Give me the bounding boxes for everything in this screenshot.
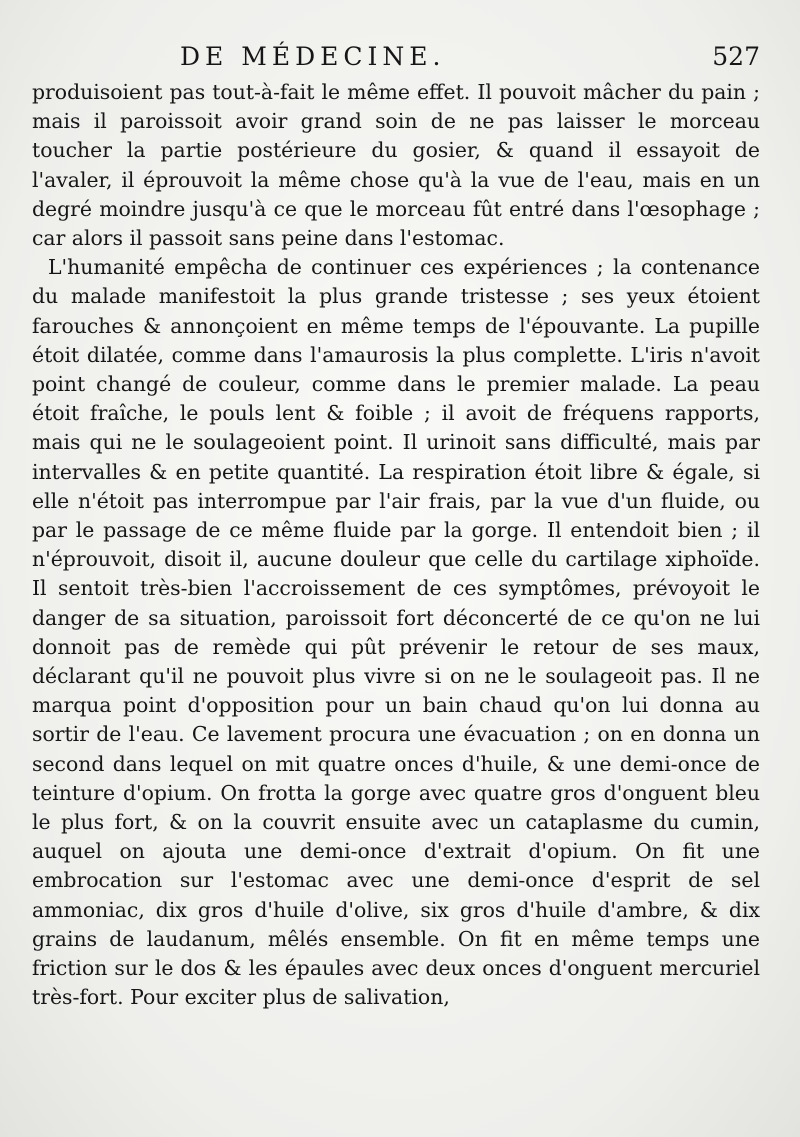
paragraph: L'humanité empêcha de continuer ces expériences ; la contenance du malade manifestoit la plus grande tristesse ; ses yeux étoient farouches & annonçoient en même temps de l'épouvante. La pupille étoit dilatée, comme dans l'amaurosis la plus complette. L'iris n'avoit point changé de couleur, comme dans le premier malade. La peau étoit fraîche, le pouls lent & foible ; il avoit de fréquens rapports, mais qui ne le soulageoient point. Il urinoit sans difficulté, mais par intervalles & en petite quantité. La respiration étoit libre & égale, si elle n'étoit pas interrompue par l'air frais, par la vue d'un fluide, ou par le passage de ce même fluide par la gorge. Il entendoit bien ; il n'éprouvoit, disoit il, aucune douleur que celle du cartilage xiphoïde. Il sentoit très-bien l'accroissement de ces symptômes, prévoyoit le danger de sa situation, paroissoit fort déconcerté de ce qu'on ne lui donnoit pas de remède qui pût prévenir le retour de ses maux, déclarant qu'il ne pouvoit plus vivre si on ne le soulageoit pas. Il ne marqua point d'opposition pour un bain chaud qu'on lui donna au sortir de l'eau. Ce lavement procura une évacuation ; on en donna un second dans lequel on mit quatre onces d'huile, & une demi-once de teinture d'opium. On frotta la gorge avec quatre gros d'onguent bleu le plus fort, & on la couvrit ensuite avec un cataplasme du cumin, auquel on ajouta une demi-once d'extrait d'opium. On fit une embrocation sur l'estomac avec une demi-once d'esprit de sel ammoniac, dix gros d'huile d'olive, six gros d'huile d'ambre, & dix grains de laudanum, mêlés ensemble. On fit en même temps une friction sur le dos & les épaules avec deux onces d'onguent mercuriel très-fort. Pour exciter plus de salivation,	[32, 255, 760, 1010]
page-header	[0, 42, 800, 78]
page-number: 527	[712, 42, 760, 71]
running-head: DE MÉDECINE.	[180, 42, 446, 71]
body-text	[32, 78, 760, 1013]
paragraph-continued: produisoient pas tout-à-fait le même effet. Il pouvoit mâcher du pain ; mais il paroissoit avoir grand soin de ne pas laisser le morceau toucher la partie postérieure du gosier, & quand il essayoit de l'avaler, il éprouvoit la même chose qu'à la vue de l'eau, mais en un degré moindre jusqu'à ce que le morceau fût entré dans l'œsophage ; car alors il passoit sans peine dans l'estomac.	[32, 80, 760, 251]
